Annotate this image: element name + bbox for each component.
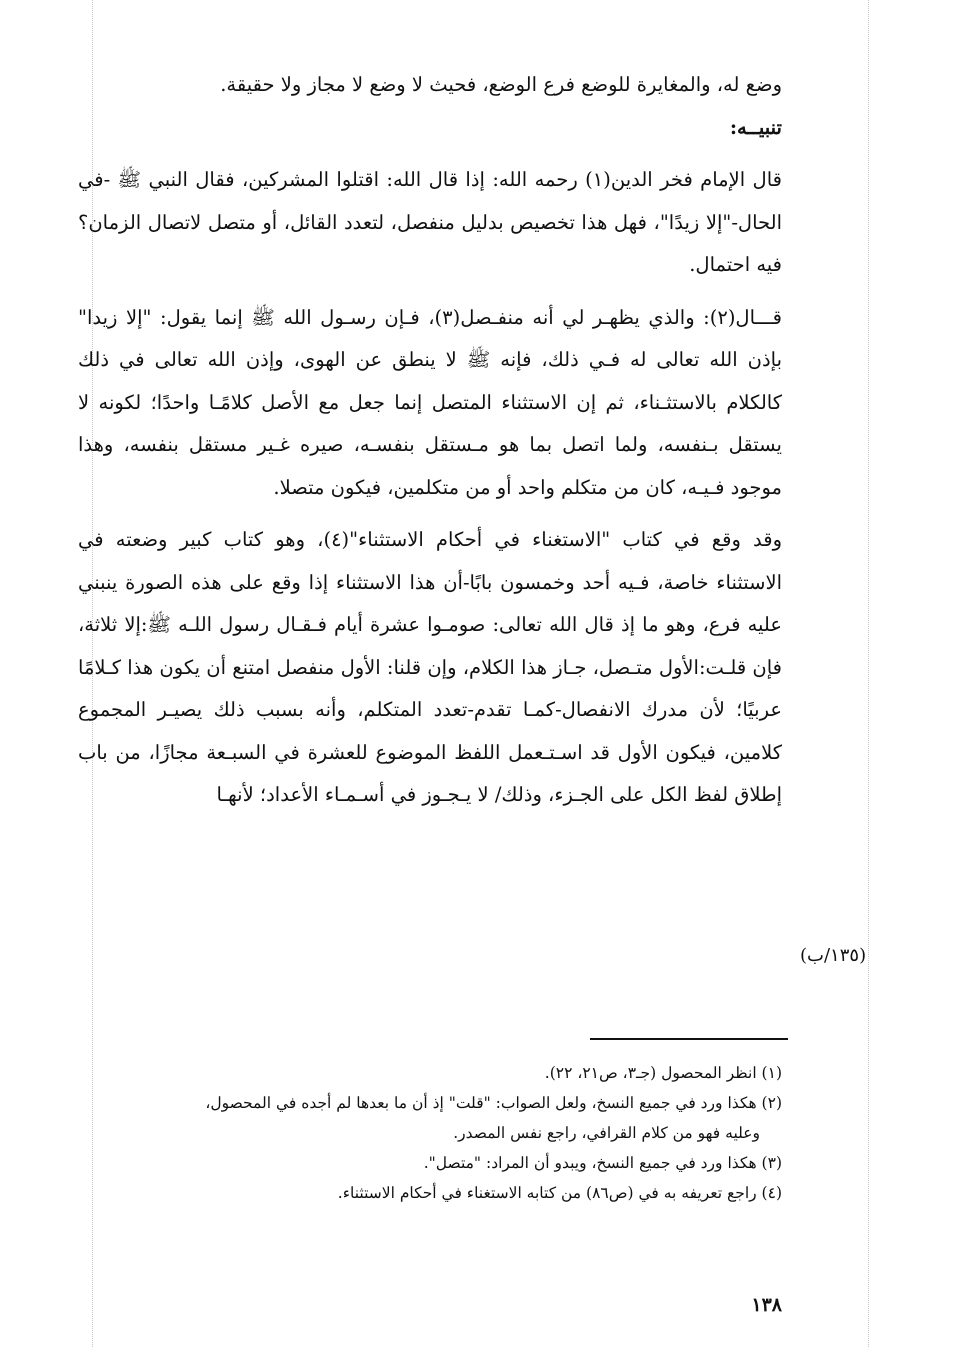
paragraph-1: قال الإمام فخر الدين(١) رحمه الله: إذا قال الله: اقتلوا المشركين، فقال النبي ﷺ -في الحال-"إلا زيدًا"، فهل هذا تخصيص بدليل منفصل، لتعدد القائل، أو متصل لاتصال الزمان؟ فيه احتمال. [78, 168, 782, 276]
footnote-4: (٤) راجع تعريفه به في (ص٨٦) من كتابه الاستغناء في أحكام الاستثناء. [337, 1184, 782, 1202]
paragraph-3: وقد وقع في كتاب "الاستغناء في أحكام الاستثناء"(٤)، وهو كتاب كبير وضعته في الاستثناء خاصة، فـيه أحد وخمسون بابًا-أن هذا الاستثناء إذا وقع على هذه الصورة ينبني عليه فرع، وهو ما إذ قال الله تعالى: صومـوا عشرة أيام فـقـال رسول اللـه ﷺ:إلا ثلاثة، فإن قلـت:الأول متـصل، جـاز هذا الكلام، وإن قلنا: الأول منفصل امتنع أن يكون هذا كـلامًا عربيًا؛ لأن مدرك الانفصال-كمـا تقدم-تعدد المتكلم، وأنه بسبب ذلك يصيـر المجموع كلامين، فيكون الأول قد اسـتـعمل اللفظ الموضوع للعشرة في السبـعة مجازًا، من باب إطلاق لفظ الكل على الجـزء، وذلك/ لا يـجـوز في أسـمـاء الأعداد؛ لأنهـا [78, 528, 782, 806]
footnote-separator [590, 1038, 788, 1040]
footnote-2: (٢) هكذا ورد في جميع النسخ، ولعل الصواب: "قلت" إذ أن ما بعدها لم أجده في المحصول، [205, 1094, 782, 1112]
footnote-2-continuation: وعليه فهو من كلام القرافي، راجع نفس المصدر. [453, 1124, 760, 1142]
paragraph-2: قـــال(٢): والذي يظهـر لي أنه منفـصل(٣)، فـإن رسـول الله ﷺ إنما يقول: "إلا زيدا" بإذن الله تعالى له فـي ذلك، فإنه ﷺ لا ينطق عن الهوى، وإذن الله تعالى في ذلك كالكلام بالاستثـناء، ثم إن الاستثناء المتصل إنما جعل مع الأصل كلامًـا واحدًا؛ لكونه لا يستقل بـنفسه، ولما اتصل بما هو مـستقل بنفسـه، صيره غـير مستقل بنفسه، وهذا موجود فـيـه، كان من متكلم واحد أو من متكلمين، فيكون متصلا. [78, 305, 783, 499]
footnotes [78, 1058, 782, 1208]
section-heading: تنبيــه: [729, 115, 782, 139]
footnote-1: (١) انظر المحصول (جـ٣، ص٢١، ٢٢). [544, 1064, 782, 1082]
folio-margin-note: (١٣٥/ب) [800, 945, 867, 966]
page-number: ١٣٨ [751, 1294, 782, 1316]
main-text [78, 64, 782, 827]
scan-dotted-line-right [868, 0, 869, 1347]
footnote-3: (٣) هكذا ورد في جميع النسخ، ويبدو أن المراد: "متصل". [423, 1154, 782, 1172]
opening-line: وضع له، والمغايرة للوضع فرع الوضع، فحيث لا وضع لا مجاز ولا حقيقة. [220, 73, 782, 96]
